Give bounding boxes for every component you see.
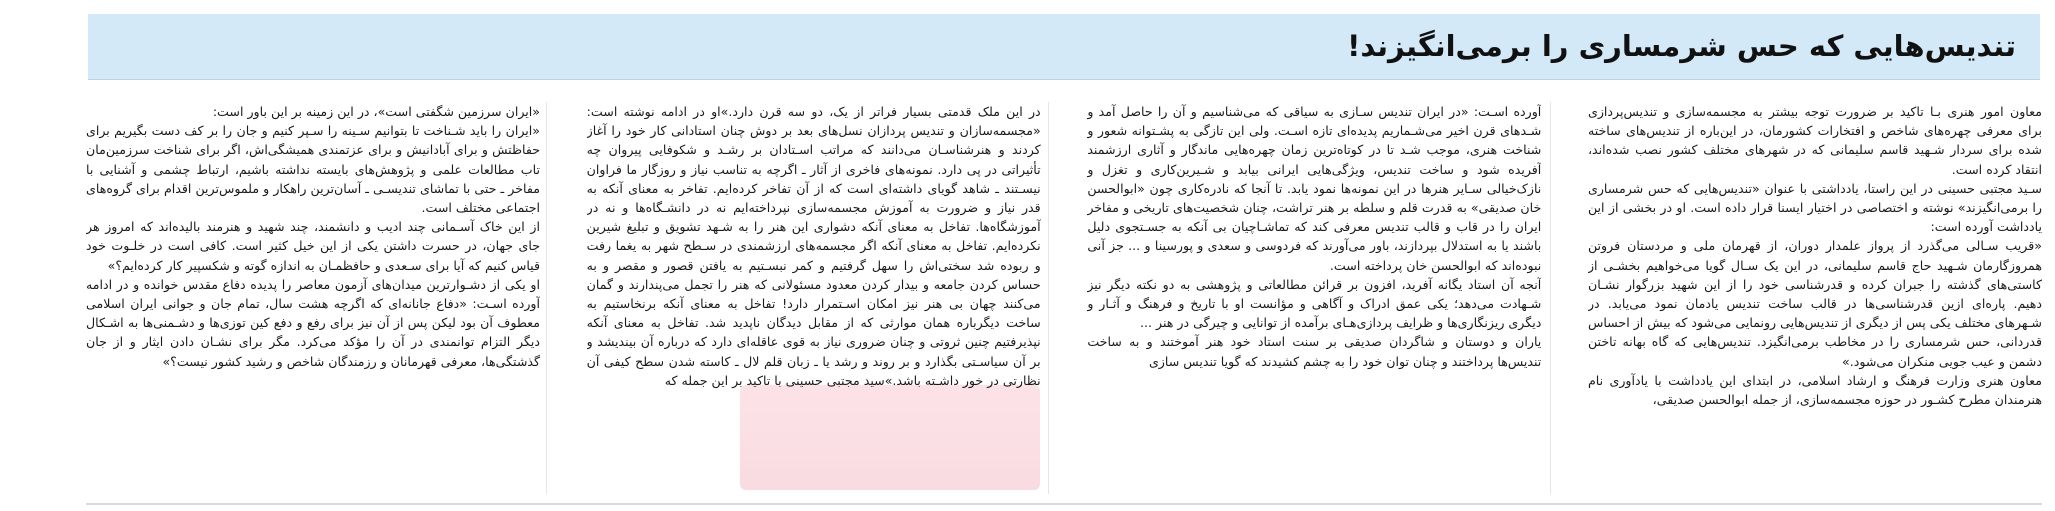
paragraph: سـید مجتبی حسینی در این راستا، یادداشتی با عنوان «تندیس‌هایی که حس شرمساری را برمی‌انگیزند» نوشته و اختصاصی در اختیار ایسنا قرار داده است. او در بخشی از این یادداشت آورده است: (1587, 180, 2042, 235)
article-column-4 (86, 102, 540, 502)
bottom-rule (86, 503, 2042, 505)
paragraph: معاون امور هنری بـا تاکید بر ضرورت توجه بیشتر به مجسمه‌سازی و تندیس‌پردازی برای معرفی چهره‌های شاخص و افتخارات کشورمان، در این‌باره از تندیس‌های ساخته شده برای سردار شـهید قاسم سلیمانی که در شهرهای مختلف کشور نصب شده‌اند، انتقاد کرده است. (1587, 104, 2042, 177)
paragraph: در این ملک قدمتی بسیار فراتر از یک، دو سه قرن دارد.»او در ادامه نوشته است: «مجسمه‌سازان و تندیس پردازان نسل‌های بعد بر دوش چنان استادانی کار خود را آغاز کردند و هنرشناسـان می‌دانند که مراتب اسـتادان بر رشـد و شکوفایی پیروان چه تأثیراتی در پی دارد. نمونه‌های فاخری از آثار ـ اگرچه به تناسب نیاز و روزگار ما فراوان نیسـتند ـ شاهد گویای داشته‌ای است که از آن تفاخر کرده‌ایم. تفاخر به معنای آنکه به قدر نیاز و ضرورت به آموزش مجسمه‌سازی نپرداخته‌ایم نه در دانشـگاه‌ها و نه در آموزشگاه‌ها. تفاخل به معنای آنکه دشواری این هنر را به شـهد تشویق و تبلیغ شیرین نکرده‌ایم. تفاخل به معنای آنکه اگر مجسمه‌های ارزشمندی در سـطح شهر به یغما رفت و ربوده شد سختی‌اش را سهل گرفتیم و کمر نبسـتیم به یافتن قصور و مقصر و به حساس کردن جامعه و بیدار کردن معدود مسئولانی که هنر را تجمل می‌پندارند و گمان می‌کنند چهان بی هنر نیز امکان اسـتمرار دارد! تفاخل به معنای آنکه برنخاستیم به ساخت دیگرباره همان موارثی که از مقابل دیدگان ناپدید شد. تفاخل به معنای آنکه نپذیرفتیم چنین ثروتی و چنان ضروری نیاز به قوی عاقله‌ای دارد که درباره آن بیندیشد و بر آن سیاسـتی بگذارد و بر روند و رشد یا ـ زبان قلم لال ـ کاسته شدن سطح کیفی آن نظارتی در خور داشـته باشد.»سید مجتبی حسینی با تاکید بر این جمله که (586, 104, 1041, 388)
paragraph: «ایران سرزمین شگفتی است»، در این زمینه بر این باور است: (212, 104, 540, 119)
paragraph: «قریب سـالی می‌گذرد از پرواز علمدار دوران، از قهرمان ملی و مردستان فروتن همروزگارمان شـهید حاج قاسم سلیمانی، در این یک سـال گویا می‌خواهیم بخشـی از کاستی‌های گذشته را جبران کرده و قدرشناسی خود را از این شهید بزرگوار نشـان دهیم. پاره‌ای ازین قدرشناسی‌ها در قالب ساخت تندیس یادمان نمود می‌یابد. در شـهرهای مختلف یکی پس از دیگری از تندیس‌هایی رونمایی می‌شود که بیش از احساس قدردانی، حس شرمساری را در مخاطب برمی‌انگیزد. تندیس‌هایی که گاه بهانه تاختن دشمن و عیب جویی منکران می‌شود.» (1587, 238, 2042, 369)
article-body (86, 102, 2042, 502)
paragraph: از این خاک آسـمانی چند ادیب و دانشمند، چند شهید و هنرمند بالیده‌اند که امروز هر جای جهان، در حسرت داشتن یکی از این خیل کثیر است. کافی است در خلـوت خود قیاس کنیم که آیا برای سـعدی و حافظمـان به اندازه گوته و شکسپیر کار کرده‌ایم؟» (86, 219, 540, 273)
article-column-1 (1588, 102, 2042, 502)
paragraph: آورده اسـت: «در ایران تندیس سـازی به سیاقی که می‌شناسیم و آن را حاصل آمد و شـدهای قرن اخیر می‌شـماریم پدیده‌ای تازه اسـت. ولی این تازگی به پشـتوانه شعور و شناخت هنری، موجب شـد تا در کوتاه‌ترین زمان چهره‌هایی ماندگار و آثاری ارزشمند آفریده شود و ساخت تندیس، ویژگی‌هایی ایرانی بیابد و شـیرین‌کاری و تغزل و نازک‌خیالی سـایر هنرها در این نمونه‌ها نمود یابد. تا آنجا که نادره‌کاری چون «ابوالحسن خان صدیقی» به قدرت قلم و سلطه بر هنر تراشت، چنان شخصیت‌های تاریخی و مفاخر ایران را در قاب و قالب تندیس معرفی کند که تماشـاچیان بی آنکه به جسـتجوی دلیل باشند یا به استدلال بپردازند، باور می‌آورند که فردوسی و سعدی و پورسینا و ... جز آنی نبوده‌اند که ابوالحسن خان پرداخته است. (1087, 104, 1542, 273)
paragraph: «ایران را باید شـناخت تا بتوانیم سـینه را سـپر کنیم و جان را بر کف دست بگیریم برای حفاظتش و برای آبادانیش و برای عزتمندی همیشگی‌اش، اگر برای شناخت سرزمین‌مان تاب مطالعات علمی و پژوهش‌های بایسته نداشته باشیم، ارتباط چشمی و آشنایی با مفاخر ـ حتی با تماشای تندیسـی ـ آسان‌ترین راهکار و ملموس‌ترین اقدام برای گروه‌های اجتماعی مختلف است. (86, 123, 540, 216)
article-column-3 (587, 102, 1041, 502)
article-column-2 (1087, 102, 1541, 502)
paragraph: او یکی از دشـوارترین میدان‌های آزمون معاصر را پدیده دفاع مقدس خوانده و در ادامه آورده اسـت: «دفاع جانانه‌ای که اگرچه هشت سال، تمام جان و جوانی ایران اسلامی معطوف آن بود لیکن پس از آن نیز برای رفع و دفع کین توزی‌ها و دشـمنی‌ها به اشـکال دیگر التزام توانمندی در آن را مؤکد می‌کرد. مگر برای نشـان دادن ایثار و از جان گذشتگی‌ها، معرفی قهرمانان و رزمندگان شاخص و رشید کشور نیست؟» (86, 276, 540, 369)
article-headline: تندیس‌هایی که حس شرمساری را برمی‌انگیزند! (1347, 29, 2016, 63)
paragraph: آنجه آن استاد یگانه آفرید، افزون بر قرائن مطالعاتی و پژوهشی به دو نکته دیگر نیز شـهادت می‌دهد؛ یکی عمق ادراک و آگاهی و مؤانست او با تاریخ و فرهنگ و آثـار و دیگری ریزنگاری‌ها و ظرایف پردازی‌هـای برآمده از توانایی و چیرگی در هنر ... (1087, 276, 1542, 331)
paragraph: یاران و دوستان و شاگردان صدیقی بر سنت استاد خود هنر آموختند و به ساخت تندیس‌ها پرداختند و چنان توان خود را به چشم کشیدند که گویا تندیس سازی (1087, 334, 1542, 369)
headline-banner (88, 14, 2040, 80)
paragraph: معاون هنری وزارت فرهنگ و ارشاد اسلامی، در ابتدای این یادداشت با یادآوری نام هنرمندان مطرح کشـور در حوزه مجسمه‌سازی، از جمله ابوالحسن صدیقی، (1587, 372, 2042, 408)
